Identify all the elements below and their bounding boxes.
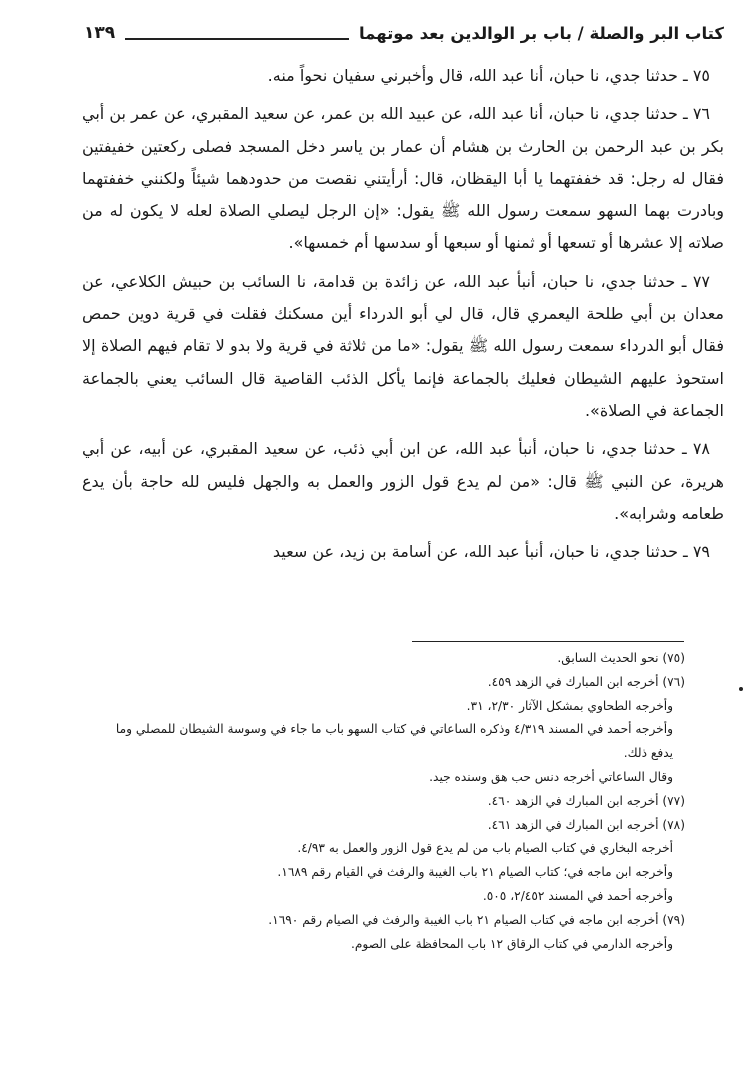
footnote-77: (٧٧) أخرجه ابن المبارك في الزهد ٤٦٠. [487,793,685,808]
hadith-77: ٧٧ ـ حدثنا جدي، نا حبان، أنبأ عبد الله، عن زائدة بن قدامة، نا السائب بن حبيش الكلاعي، عن معدان بن أبي طلحة اليعمري قال، قال لي أبو الدرداء أين مسكنك فقلت في قرية دوين حمص فقال أبو الدرداء سمعت رسول الله ﷺ يقول: «ما من ثلاثة في قرية ولا بدو لا تقام فيهم الصلاة إلا استحوذ عليهم الشيطان فعليك بالجماعة فإنما يأكل الذئب القاصية قال السائب يعني بالجماعة الجماعة في الصلاة». [82,271,724,420]
header-title: كتاب البر والصلة / باب بر الوالدين بعد موتهما [358,23,724,43]
main-text [82,60,724,574]
hadith-78: ٧٨ ـ حدثنا جدي، نا حبان، أنبأ عبد الله، عن ابن أبي ذئب، عن سعيد المقبري، عن أبيه، عن أبي هريرة، عن النبي ﷺ قال: «من لم يدع قول الزور والعمل به والجهل فليس لله حاجة بأن يدع طعامه وشرابه». [82,439,724,523]
footnote-76-line: وأخرجه أحمد في المسند ٤/٣١٩ وذكره الساعاتي في كتاب السهو باب ما جاء في وسوسة الشيطان للمصلي وما يدفع ذلك. [115,722,673,761]
hadith-79: ٧٩ ـ حدثنا جدي، نا حبان، أنبأ عبد الله، عن أسامة بن زيد، عن سعيد [272,542,710,562]
header-rule [125,38,349,40]
footnote-78-line: وأخرجه أحمد في المسند ٢/٤٥٢، ٥٠٥. [482,888,673,903]
footnote-75: (٧٥) نحو الحديث السابق. [557,651,685,665]
footnote-78-line: وأخرجه ابن ماجه في؛ كتاب الصيام ٢١ باب الغيبة والرفث في القيام رقم ١٦٨٩. [277,865,673,880]
hadith-76: ٧٦ ـ حدثنا جدي، نا حبان، أنا عبد الله، عن عبيد الله بن عمر، عن سعيد المقبري، عن عمر بن أبي بكر بن عبد الرحمن بن الحارث بن هشام أن عمار بن ياسر دخل المسجد فصلى ركعتين خفيفتين فقال له رجل: قد خففتهما يا أبا اليقظان، قال: أرأيتني نقصت من حدودهما شيئاً ولكنني خففتهما وبادرت بهما السهو سمعت رسول الله ﷺ يقول: «إن الرجل ليصلي الصلاة لعله لا يكون له من صلاته إلا عشرها أو تسعها أو ثمنها أو سبعها أو سدسها أم خمسها». [82,104,724,253]
running-header [84,16,724,50]
footnote-78-line: أخرجه البخاري في كتاب الصيام باب من لم يدع قول الزور والعمل به ٤/٩٣. [297,841,673,856]
footnote-76-line: وأخرجه الطحاوي بمشكل الآثار ٢/٣٠، ٣١. [466,698,673,713]
footnote-76-line: وقال الساعاتي أخرجه دنس حب هق وسنده جيد. [429,769,673,784]
footnote-78: (٧٨) أخرجه ابن المبارك في الزهد ٤٦١. [487,817,685,832]
margin-mark [739,687,743,691]
footnote-79: (٧٩) أخرجه ابن ماجه في كتاب الصيام ٢١ باب الغيبة والرفث في الصيام رقم ١٦٩٠. [268,912,685,927]
footnote-divider [412,641,684,642]
page-number: ١٣٩ [84,23,116,43]
hadith-75: ٧٥ ـ حدثنا جدي، نا حبان، أنا عبد الله، قال وأخبرني سفيان نحواً منه. [267,66,710,85]
footnote-76: (٧٦) أخرجه ابن المبارك في الزهد ٤٥٩. [487,674,685,689]
footnotes [90,647,685,956]
footnote-79-line: وأخرجه الدارمي في كتاب الرقاق ١٢ باب المحافظة على الصوم. [350,936,673,951]
